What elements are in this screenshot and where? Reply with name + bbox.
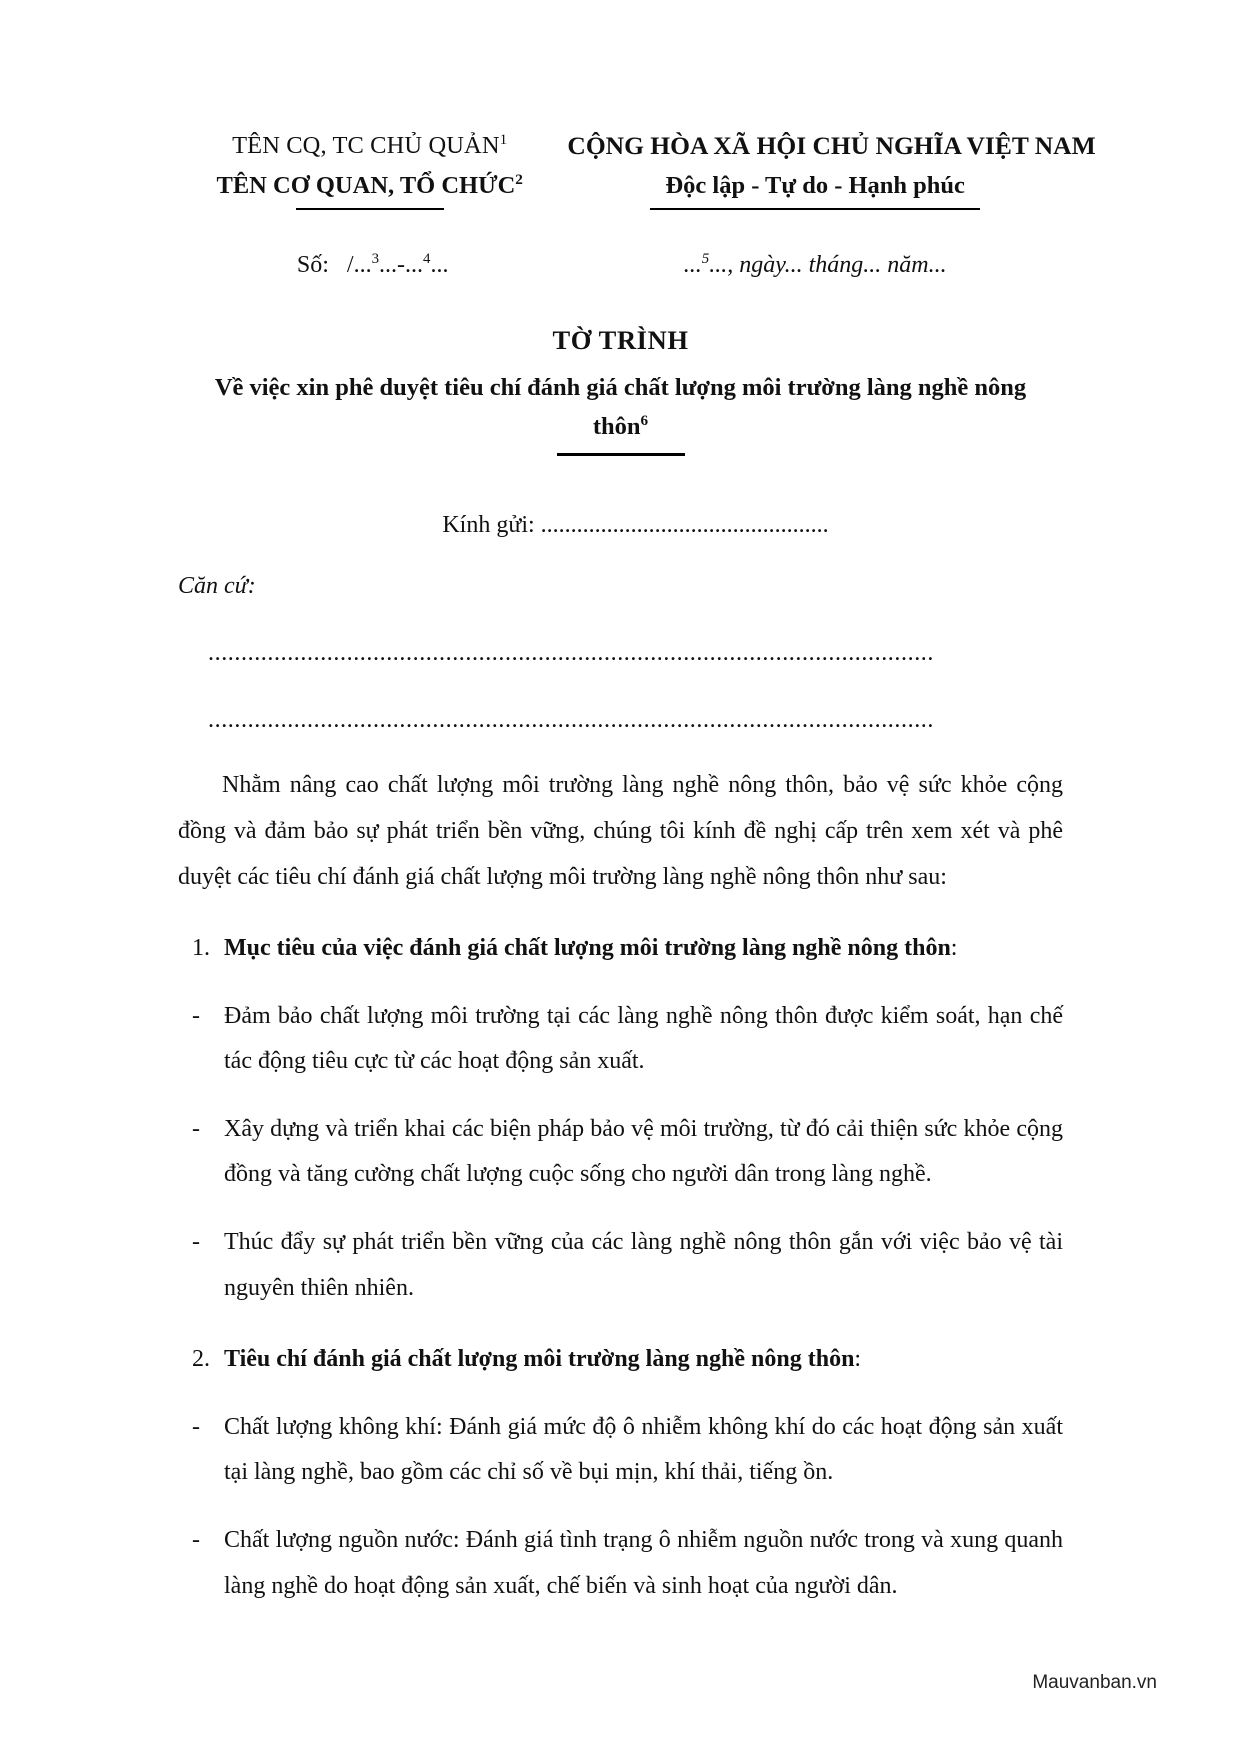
section-1-number: 1. bbox=[192, 935, 210, 962]
national-motto: Độc lập - Tự do - Hạnh phúc bbox=[665, 171, 965, 199]
document-date-footnote: 5 bbox=[701, 251, 710, 268]
section-2-heading bbox=[178, 1337, 1063, 1383]
bullet-marker: - bbox=[192, 1002, 200, 1029]
motto-underline bbox=[650, 208, 980, 210]
document-number-value-b: ...-... bbox=[379, 252, 424, 279]
subtitle-underline bbox=[557, 453, 685, 455]
section-2-title-colon: : bbox=[854, 1346, 862, 1373]
section-2-bullet-2-text: Chất lượng nguồn nước: Đánh giá tình trạng ô nhiễm nguồn nước trong và xung quanh làng nghề do hoạt động sản xuất, chế biến và sinh hoạt của người dân. bbox=[224, 1527, 1063, 1599]
parent-organization-label bbox=[178, 130, 561, 161]
document-number-footnote-b: 4 bbox=[423, 251, 431, 268]
document-number bbox=[178, 252, 567, 279]
title-block bbox=[178, 325, 1063, 456]
section-1-heading bbox=[178, 926, 1063, 972]
section-2-title bbox=[224, 1337, 1063, 1383]
issuing-organization-block bbox=[178, 130, 567, 210]
national-heading-block bbox=[567, 130, 1096, 210]
section-1-bullet-2 bbox=[178, 1107, 1063, 1198]
section-1-bullet-2-text: Xây dựng và triển khai các biện pháp bảo vệ môi trường, từ đó cải thiện sức khỏe cộng đồng và tăng cường chất lượng cuộc sống cho người dân trong làng nghề. bbox=[224, 1115, 1063, 1188]
site-watermark: Mauvanban.vn bbox=[1032, 1672, 1157, 1693]
organization-label bbox=[178, 170, 561, 201]
section-2-bullet-1 bbox=[178, 1405, 1063, 1496]
document-subtitle-text: Về việc xin phê duyệt tiêu chí đánh giá chất lượng môi trường làng nghề nông thôn bbox=[214, 374, 1027, 441]
document-number-label: Số: bbox=[296, 252, 329, 279]
section-1-bullet-1 bbox=[178, 994, 1063, 1085]
basis-label: Căn cứ: bbox=[178, 572, 256, 599]
organization-underline bbox=[296, 208, 444, 210]
document-header bbox=[178, 130, 1096, 210]
section-1-title bbox=[224, 926, 1063, 972]
section-1-title-text: Mục tiêu của việc đánh giá chất lượng môi trường làng nghề nông thôn bbox=[224, 935, 951, 962]
national-title: CỘNG HÒA XÃ HỘI CHỦ NGHĨA VIỆT NAM bbox=[567, 131, 1096, 160]
document-date-value: ..., ngày... tháng... năm... bbox=[709, 252, 947, 279]
section-1-bullet-3 bbox=[178, 1220, 1063, 1311]
document-subtitle bbox=[178, 368, 1063, 446]
document-subtitle-footnote: 6 bbox=[640, 412, 649, 430]
section-2-number: 2. bbox=[192, 1346, 210, 1373]
section-1-bullet-1-text: Đảm bảo chất lượng môi trường tại các làng nghề nông thôn được kiểm soát, hạn chế tác động tiêu cực từ các hoạt động sản xuất. bbox=[224, 1002, 1063, 1075]
recipient-label: Kính gửi: bbox=[442, 511, 535, 538]
document-number-value-c: ... bbox=[430, 252, 449, 279]
bullet-marker: - bbox=[192, 1413, 200, 1440]
document-date-prefix: ... bbox=[683, 252, 702, 279]
document-title: TỜ TRÌNH bbox=[552, 325, 689, 356]
number-and-date-row bbox=[178, 252, 1063, 279]
parent-organization-text: TÊN CQ, TC CHỦ QUẢN bbox=[232, 132, 500, 159]
document-number-value-a: /... bbox=[346, 252, 372, 279]
bullet-marker: - bbox=[192, 1229, 200, 1256]
section-2-bullet-2 bbox=[178, 1518, 1063, 1609]
parent-organization-footnote: 1 bbox=[499, 130, 508, 148]
bullet-marker: - bbox=[192, 1527, 200, 1554]
document-date bbox=[567, 252, 1063, 279]
section-1-title-colon: : bbox=[950, 935, 958, 962]
document-number-footnote-a: 3 bbox=[371, 251, 380, 268]
recipient-dots: ................................................ bbox=[540, 511, 829, 538]
basis-blank-line-1: .............................................................................................................. bbox=[208, 639, 934, 666]
basis-blank-line-2: .............................................................................................................. bbox=[208, 706, 934, 733]
organization-text: TÊN CƠ QUAN, TỔ CHỨC bbox=[216, 172, 516, 200]
organization-footnote: 2 bbox=[515, 171, 523, 189]
section-2-bullet-1-text: Chất lượng không khí: Đánh giá mức độ ô nhiễm không khí do các hoạt động sản xuất tại làng nghề, bao gồm các chỉ số về bụi mịn, khí thải, tiếng ồn. bbox=[224, 1413, 1063, 1486]
bullet-marker: - bbox=[192, 1115, 200, 1142]
recipient-line bbox=[178, 512, 1063, 539]
intro-paragraph: Nhằm nâng cao chất lượng môi trường làng nghề nông thôn, bảo vệ sức khỏe cộng đồng và đảm bảo sự phát triển bền vững, chúng tôi kính đề nghị cấp trên xem xét và phê duyệt các tiêu chí đánh giá chất lượng môi trường làng nghề nông thôn như sau: bbox=[178, 771, 1063, 891]
section-1-bullet-3-text: Thúc đẩy sự phát triển bền vững của các làng nghề nông thôn gắn với việc bảo vệ tài nguyên thiên nhiên. bbox=[224, 1229, 1063, 1301]
section-2-title-text: Tiêu chí đánh giá chất lượng môi trường làng nghề nông thôn bbox=[224, 1346, 855, 1373]
